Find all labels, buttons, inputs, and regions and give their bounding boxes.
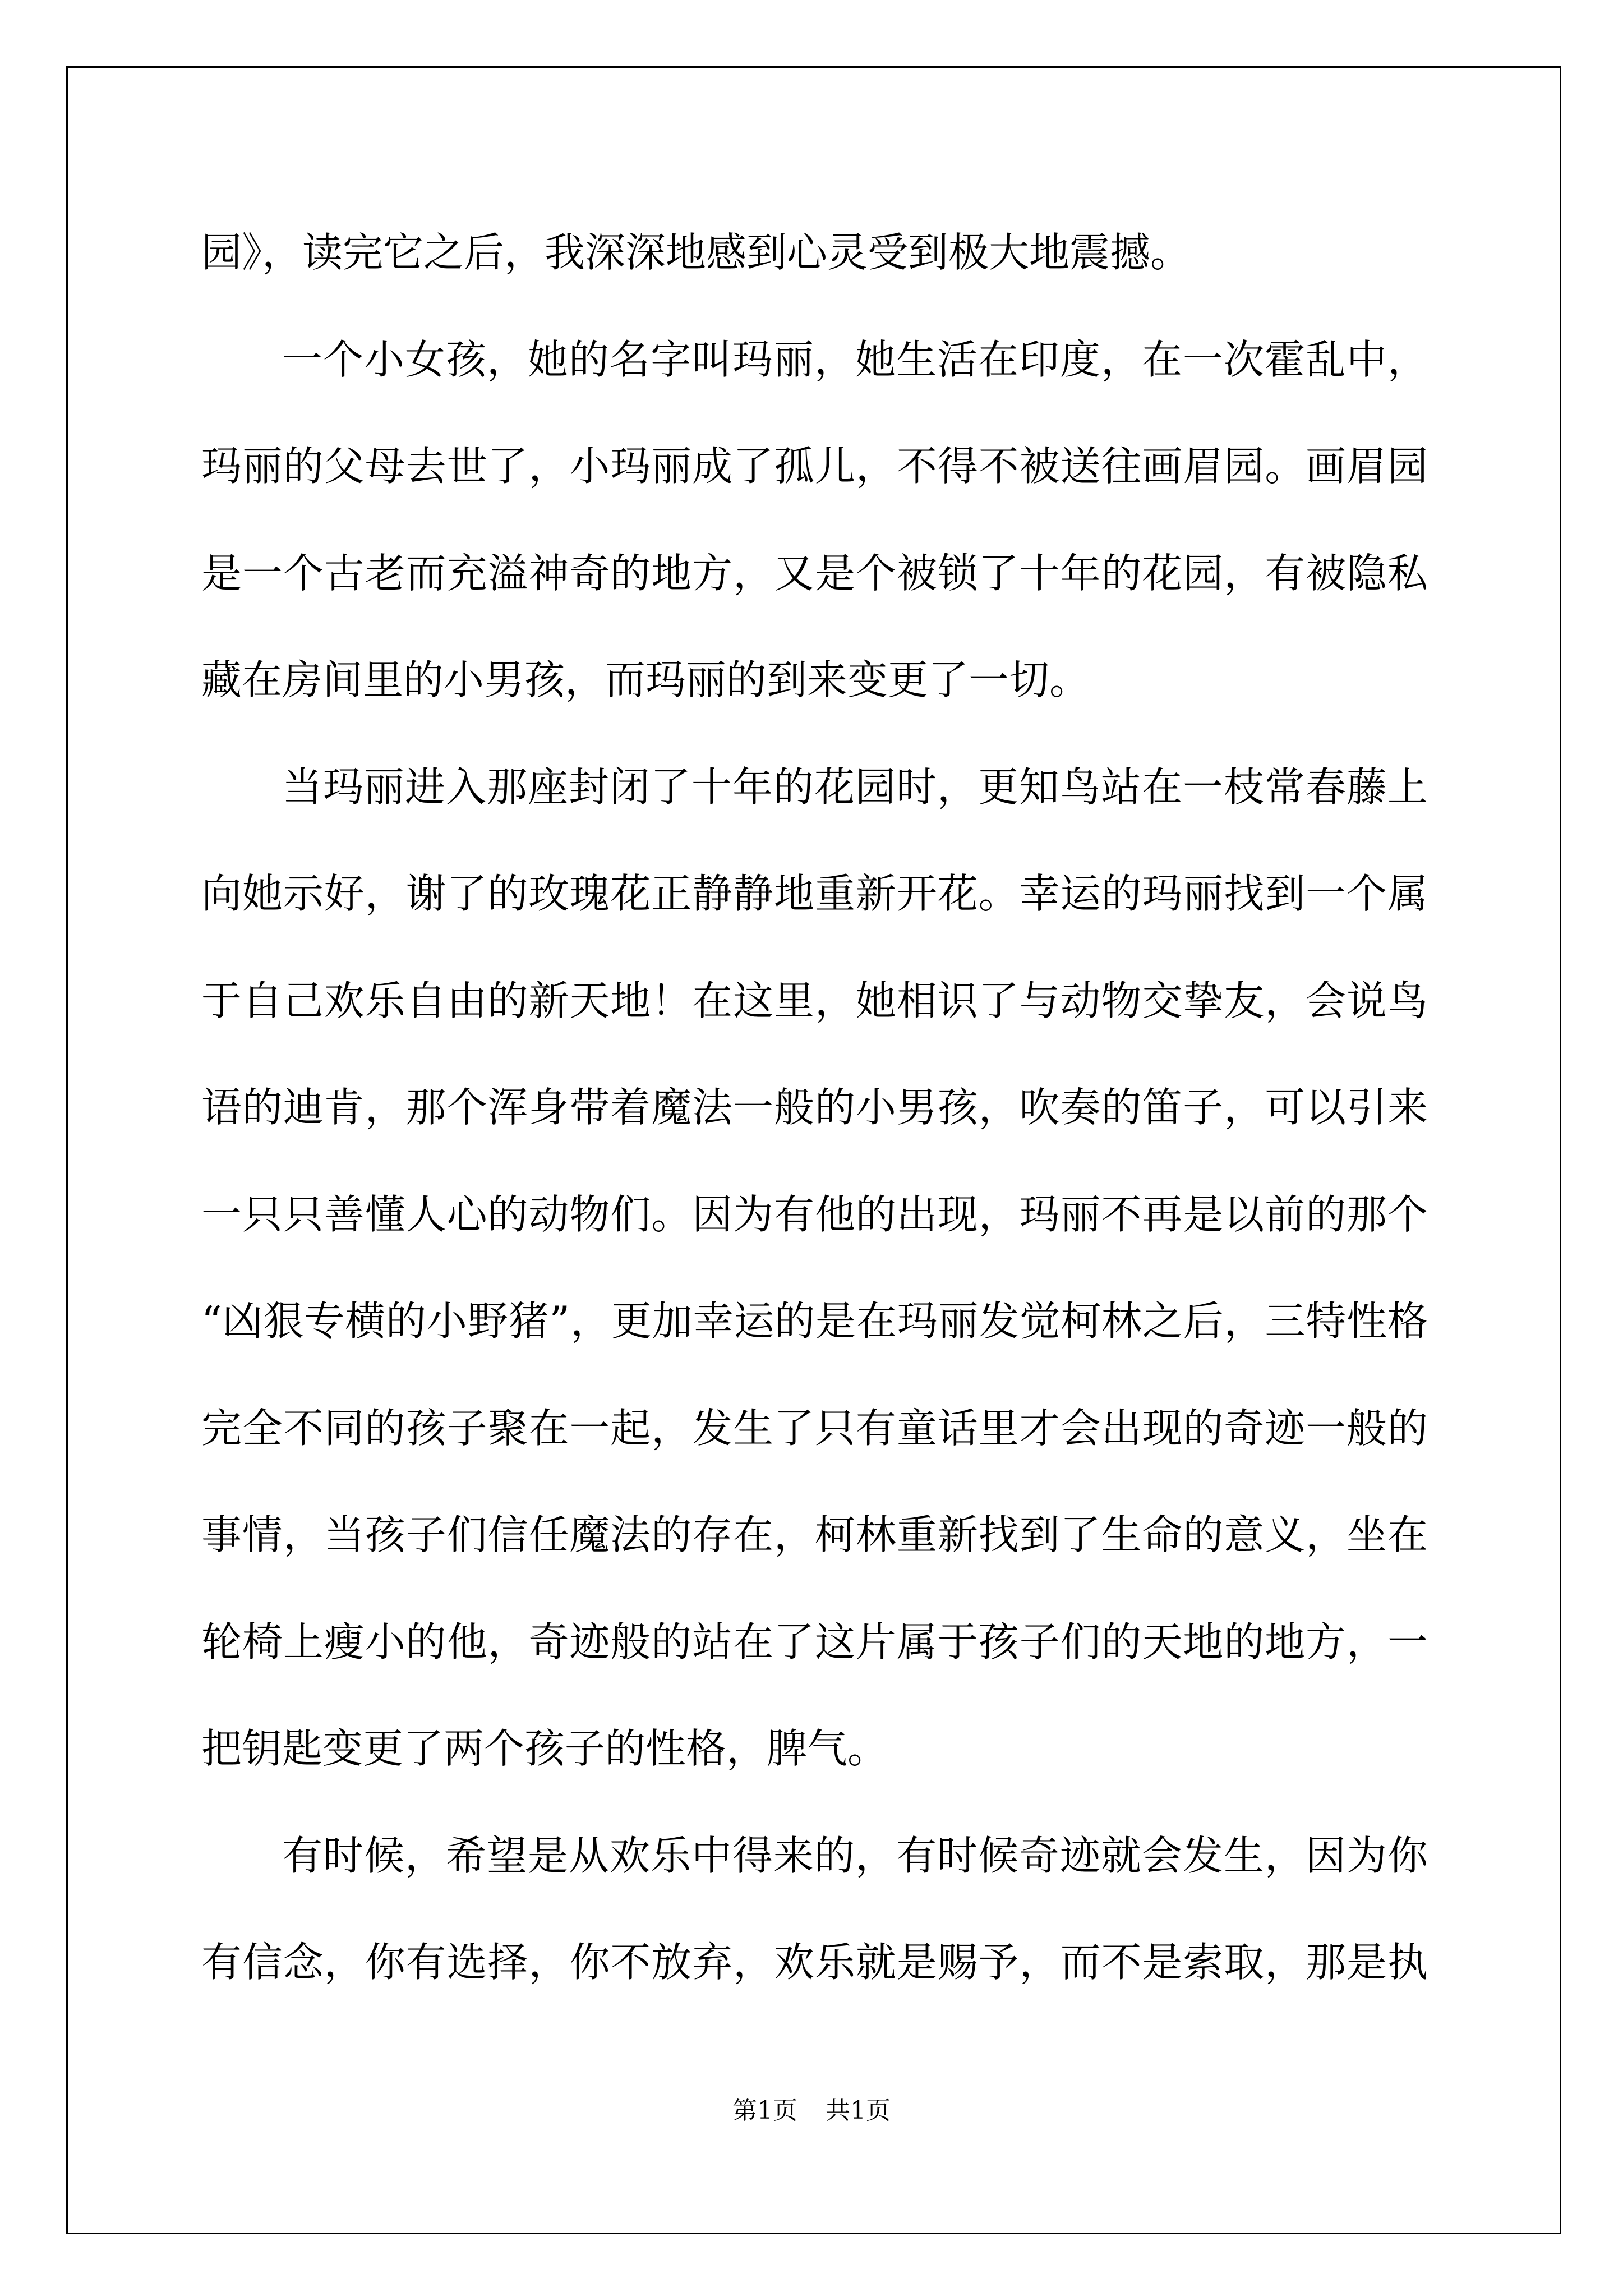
text-line: “凶狠专横的小野猪”，更加幸运的是在玛丽发觉柯林之后，三特性格 bbox=[201, 1297, 1428, 1345]
paragraph bbox=[201, 199, 1428, 306]
paragraph bbox=[201, 1802, 1428, 2016]
text-line: 是一个古老而充溢神奇的地方，又是个被锁了十年的花园，有被隐私 bbox=[201, 549, 1428, 597]
text-line: 有时候，希望是从欢乐中得来的，有时候奇迹就会发生，因为你 bbox=[282, 1832, 1428, 1879]
text-line: 当玛丽进入那座封闭了十年的花园时，更知鸟站在一枝常春藤上 bbox=[282, 763, 1428, 811]
text-line: 把钥匙变更了两个孩子的性格，脾气。 bbox=[201, 1725, 888, 1772]
text-line: 事情，当孩子们信任魔法的存在，柯林重新找到了生命的意义，坐在 bbox=[201, 1511, 1428, 1558]
text-line: 轮椅上瘦小的他，奇迹般的站在了这片属于孩子们的天地的地方，一 bbox=[201, 1618, 1428, 1665]
text-line: 于自己欢乐自由的新天地！在这里，她相识了与动物交挚友，会说鸟 bbox=[201, 977, 1428, 1024]
text-line: 藏在房间里的小男孩，而玛丽的到来变更了一切。 bbox=[201, 656, 1090, 703]
text-line: 语的迪肯，那个浑身带着魔法一般的小男孩，吹奏的笛子，可以引来 bbox=[201, 1084, 1428, 1131]
text-line: 园》，读完它之后，我深深地感到心灵受到极大地震撼。 bbox=[201, 229, 1191, 276]
page-number: 第1页 bbox=[732, 2096, 797, 2125]
text-line: 有信念，你有选择，你不放弃，欢乐就是赐予，而不是索取，那是执 bbox=[201, 1939, 1428, 1986]
text-line: 一只只善懂人心的动物们。因为有他的出现，玛丽不再是以前的那个 bbox=[201, 1190, 1428, 1238]
text-line: 一个小女孩，她的名字叫玛丽，她生活在印度，在一次霍乱中， bbox=[282, 335, 1428, 383]
document-body bbox=[201, 199, 1428, 2016]
page-footer bbox=[0, 2094, 1623, 2128]
paragraph bbox=[201, 306, 1428, 734]
text-line: 完全不同的孩子聚在一起，发生了只有童话里才会出现的奇迹一般的 bbox=[201, 1404, 1428, 1452]
text-line: 玛丽的父母去世了，小玛丽成了孤儿，不得不被送往画眉园。画眉园 bbox=[201, 443, 1428, 490]
text-line: 向她示好，谢了的玫瑰花正静静地重新开花。幸运的玛丽找到一个属 bbox=[201, 870, 1428, 917]
page-total: 共1页 bbox=[826, 2096, 891, 2125]
paragraph bbox=[201, 734, 1428, 1802]
